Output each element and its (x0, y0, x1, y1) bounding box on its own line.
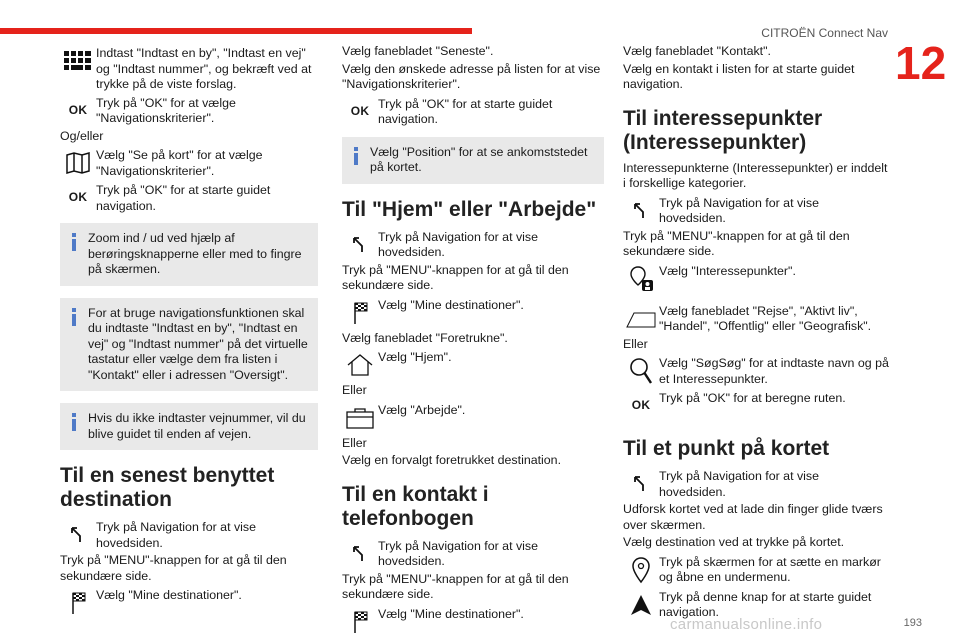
info-box (60, 403, 318, 450)
step-row (60, 518, 318, 552)
step-text: Tryk på Navigation for at vise hovedsiden. (378, 229, 538, 259)
info-text: Vælg "Position" for at se ankomststedet på kortet. (370, 144, 588, 174)
paragraph: Og/eller (60, 128, 104, 143)
step-text: Vælg "SøgSøg" for at indtaste navn og på et Interessepunkter. (659, 356, 889, 386)
navigation-icon (60, 518, 96, 552)
step-row (342, 537, 604, 571)
paragraph: Vælg fanebladet "Foretrukne". (342, 330, 508, 345)
briefcase-icon (342, 401, 378, 435)
info-text: Zoom ind / ud ved hjælp af berøringsknapperne eller med to fingre på skærmen. (88, 231, 302, 276)
start-navigation-icon (623, 588, 659, 622)
step-row (342, 228, 604, 262)
paragraph: Eller (623, 336, 648, 351)
ok-icon: OK (350, 103, 370, 118)
info-box (60, 223, 318, 286)
header-accent-bar (0, 28, 472, 34)
column-2 (342, 44, 604, 640)
step-text: Vælg "Mine destinationer". (378, 297, 524, 312)
step-row (60, 181, 318, 215)
header-title: CITROËN Connect Nav (761, 26, 888, 40)
keyboard-icon (60, 44, 96, 78)
section-heading: Til en senest benyttet destination (60, 464, 275, 511)
step-text: Vælg "Hjem". (378, 350, 452, 364)
paragraph: Vælg en forvalgt foretrukket destination. (342, 453, 562, 467)
step-row (342, 605, 604, 639)
step-text: Vælg "Mine destinationer". (378, 606, 524, 621)
step-row (623, 262, 889, 296)
navigation-icon (623, 467, 659, 501)
step-row (60, 586, 318, 620)
step-text: Tryk på "OK" for at starte guidet navigation. (96, 183, 271, 213)
info-icon (68, 413, 80, 431)
step-row (623, 194, 889, 228)
step-row (342, 296, 604, 330)
step-text: Vælg "Mine destinationer". (96, 588, 242, 602)
map-pin-icon (623, 553, 659, 587)
chapter-number: 12 (895, 37, 947, 89)
navigation-icon (342, 228, 378, 262)
step-text: Tryk på skærmen for at sætte en markør og åbne en undermenu. (659, 554, 881, 584)
destination-flag-icon (342, 605, 378, 639)
destination-flag-icon (60, 586, 96, 620)
page-number: 193 (903, 617, 922, 629)
step-text: Tryk på Navigation for at vise hovedsiden. (378, 538, 538, 568)
poi-pin-icon (623, 262, 659, 296)
section-heading: Til et punkt på kortet (623, 437, 830, 460)
step-text: Tryk på "OK" for at starte guidet navigation. (378, 96, 553, 126)
step-row (623, 354, 889, 388)
column-1 (60, 44, 318, 621)
info-box (342, 137, 604, 184)
step-text: Vælg fanebladet "Rejse", "Aktivt liv", "Handel", "Offentlig" eller "Geografisk". (659, 303, 872, 333)
paragraph: Vælg fanebladet "Kontakt". (623, 44, 771, 58)
paragraph: Tryk på "MENU"-knappen for at gå til den sekundære side. (342, 262, 569, 292)
paragraph: Eller (342, 435, 367, 450)
info-icon (68, 233, 80, 251)
home-icon (342, 348, 378, 382)
section-heading: Til en kontakt i telefonbogen (342, 482, 489, 530)
paragraph: Vælg en kontakt i listen for at starte guidet navigation. (623, 61, 855, 91)
ok-icon: OK (631, 398, 651, 413)
paragraph: Vælg destination ved at trykke på kortet. (623, 535, 845, 549)
step-row (623, 389, 889, 423)
paragraph: Udforsk kortet ved at lade din finger glide tværs over skærmen. (623, 502, 883, 532)
step-text: Tryk på denne knap for at starte guidet navigation. (659, 589, 872, 619)
step-text: Vælg "Se på kort" for at vælge "Navigationskriterier". (96, 148, 263, 178)
step-text: Tryk på Navigation for at vise hovedsiden. (96, 520, 256, 550)
search-icon (623, 354, 659, 388)
info-box (60, 298, 318, 392)
column-3 (623, 44, 889, 623)
step-row (60, 94, 318, 128)
paragraph: Eller (342, 383, 367, 397)
paragraph: Vælg fanebladet "Seneste". (342, 44, 494, 58)
step-text: Indtast "Indtast en by", "Indtast en vej" og "Indtast nummer", og bekræft ved at trykke på de viste forslag. (96, 46, 312, 91)
info-text: For at bruge navigationsfunktionen skal du indtaste "Indtast en by", "Indtast en vej" og "Indtast nummer" på det virtuelle tastatur eller vælge dem fra listen i "Kontakt" eller i adressen "Oversigt". (88, 305, 308, 382)
step-row (342, 401, 604, 435)
step-row (342, 348, 604, 382)
tab-icon (623, 302, 659, 336)
watermark: carmanualsonline.info (670, 616, 823, 633)
ok-icon: OK (68, 190, 88, 205)
section-heading: Til interessepunkter (Interessepunkter) (623, 106, 823, 154)
destination-flag-icon (342, 296, 378, 330)
paragraph: Tryk på "MENU"-knappen for at gå til den sekundære side. (342, 571, 569, 601)
step-row (60, 146, 318, 180)
paragraph: Tryk på "MENU"-knappen for at gå til den sekundære side. (60, 553, 287, 583)
paragraph: Vælg den ønskede adresse på listen for at vise "Navigationskriterier". (342, 61, 601, 91)
step-text: Tryk på Navigation for at vise hovedsiden. (659, 469, 819, 499)
paragraph: Tryk på "MENU"-knappen for at gå til den sekundære side. (623, 228, 850, 258)
map-icon (60, 146, 96, 180)
step-row (623, 302, 889, 336)
step-row (623, 467, 889, 501)
navigation-icon (623, 194, 659, 228)
step-row (342, 95, 604, 129)
section-heading: Til "Hjem" eller "Arbejde" (342, 197, 597, 221)
step-text: Tryk på "OK" for at beregne ruten. (659, 391, 846, 405)
step-text: Tryk på "OK" for at vælge "Navigationskriterier". (96, 95, 236, 125)
paragraph: Interessepunkterne (Interessepunkter) er inddelt i forskellige kategorier. (623, 160, 888, 190)
info-icon (68, 308, 80, 326)
ok-icon: OK (68, 102, 88, 117)
step-row (623, 553, 889, 587)
step-text: Vælg "Arbejde". (378, 402, 466, 417)
info-icon (350, 147, 362, 165)
step-row (60, 44, 318, 93)
info-text: Hvis du ikke indtaster vejnummer, vil du blive guidet til enden af vejen. (88, 411, 306, 441)
step-text: Tryk på Navigation for at vise hovedsiden. (659, 195, 819, 225)
navigation-icon (342, 537, 378, 571)
step-text: Vælg "Interessepunkter". (659, 263, 796, 278)
